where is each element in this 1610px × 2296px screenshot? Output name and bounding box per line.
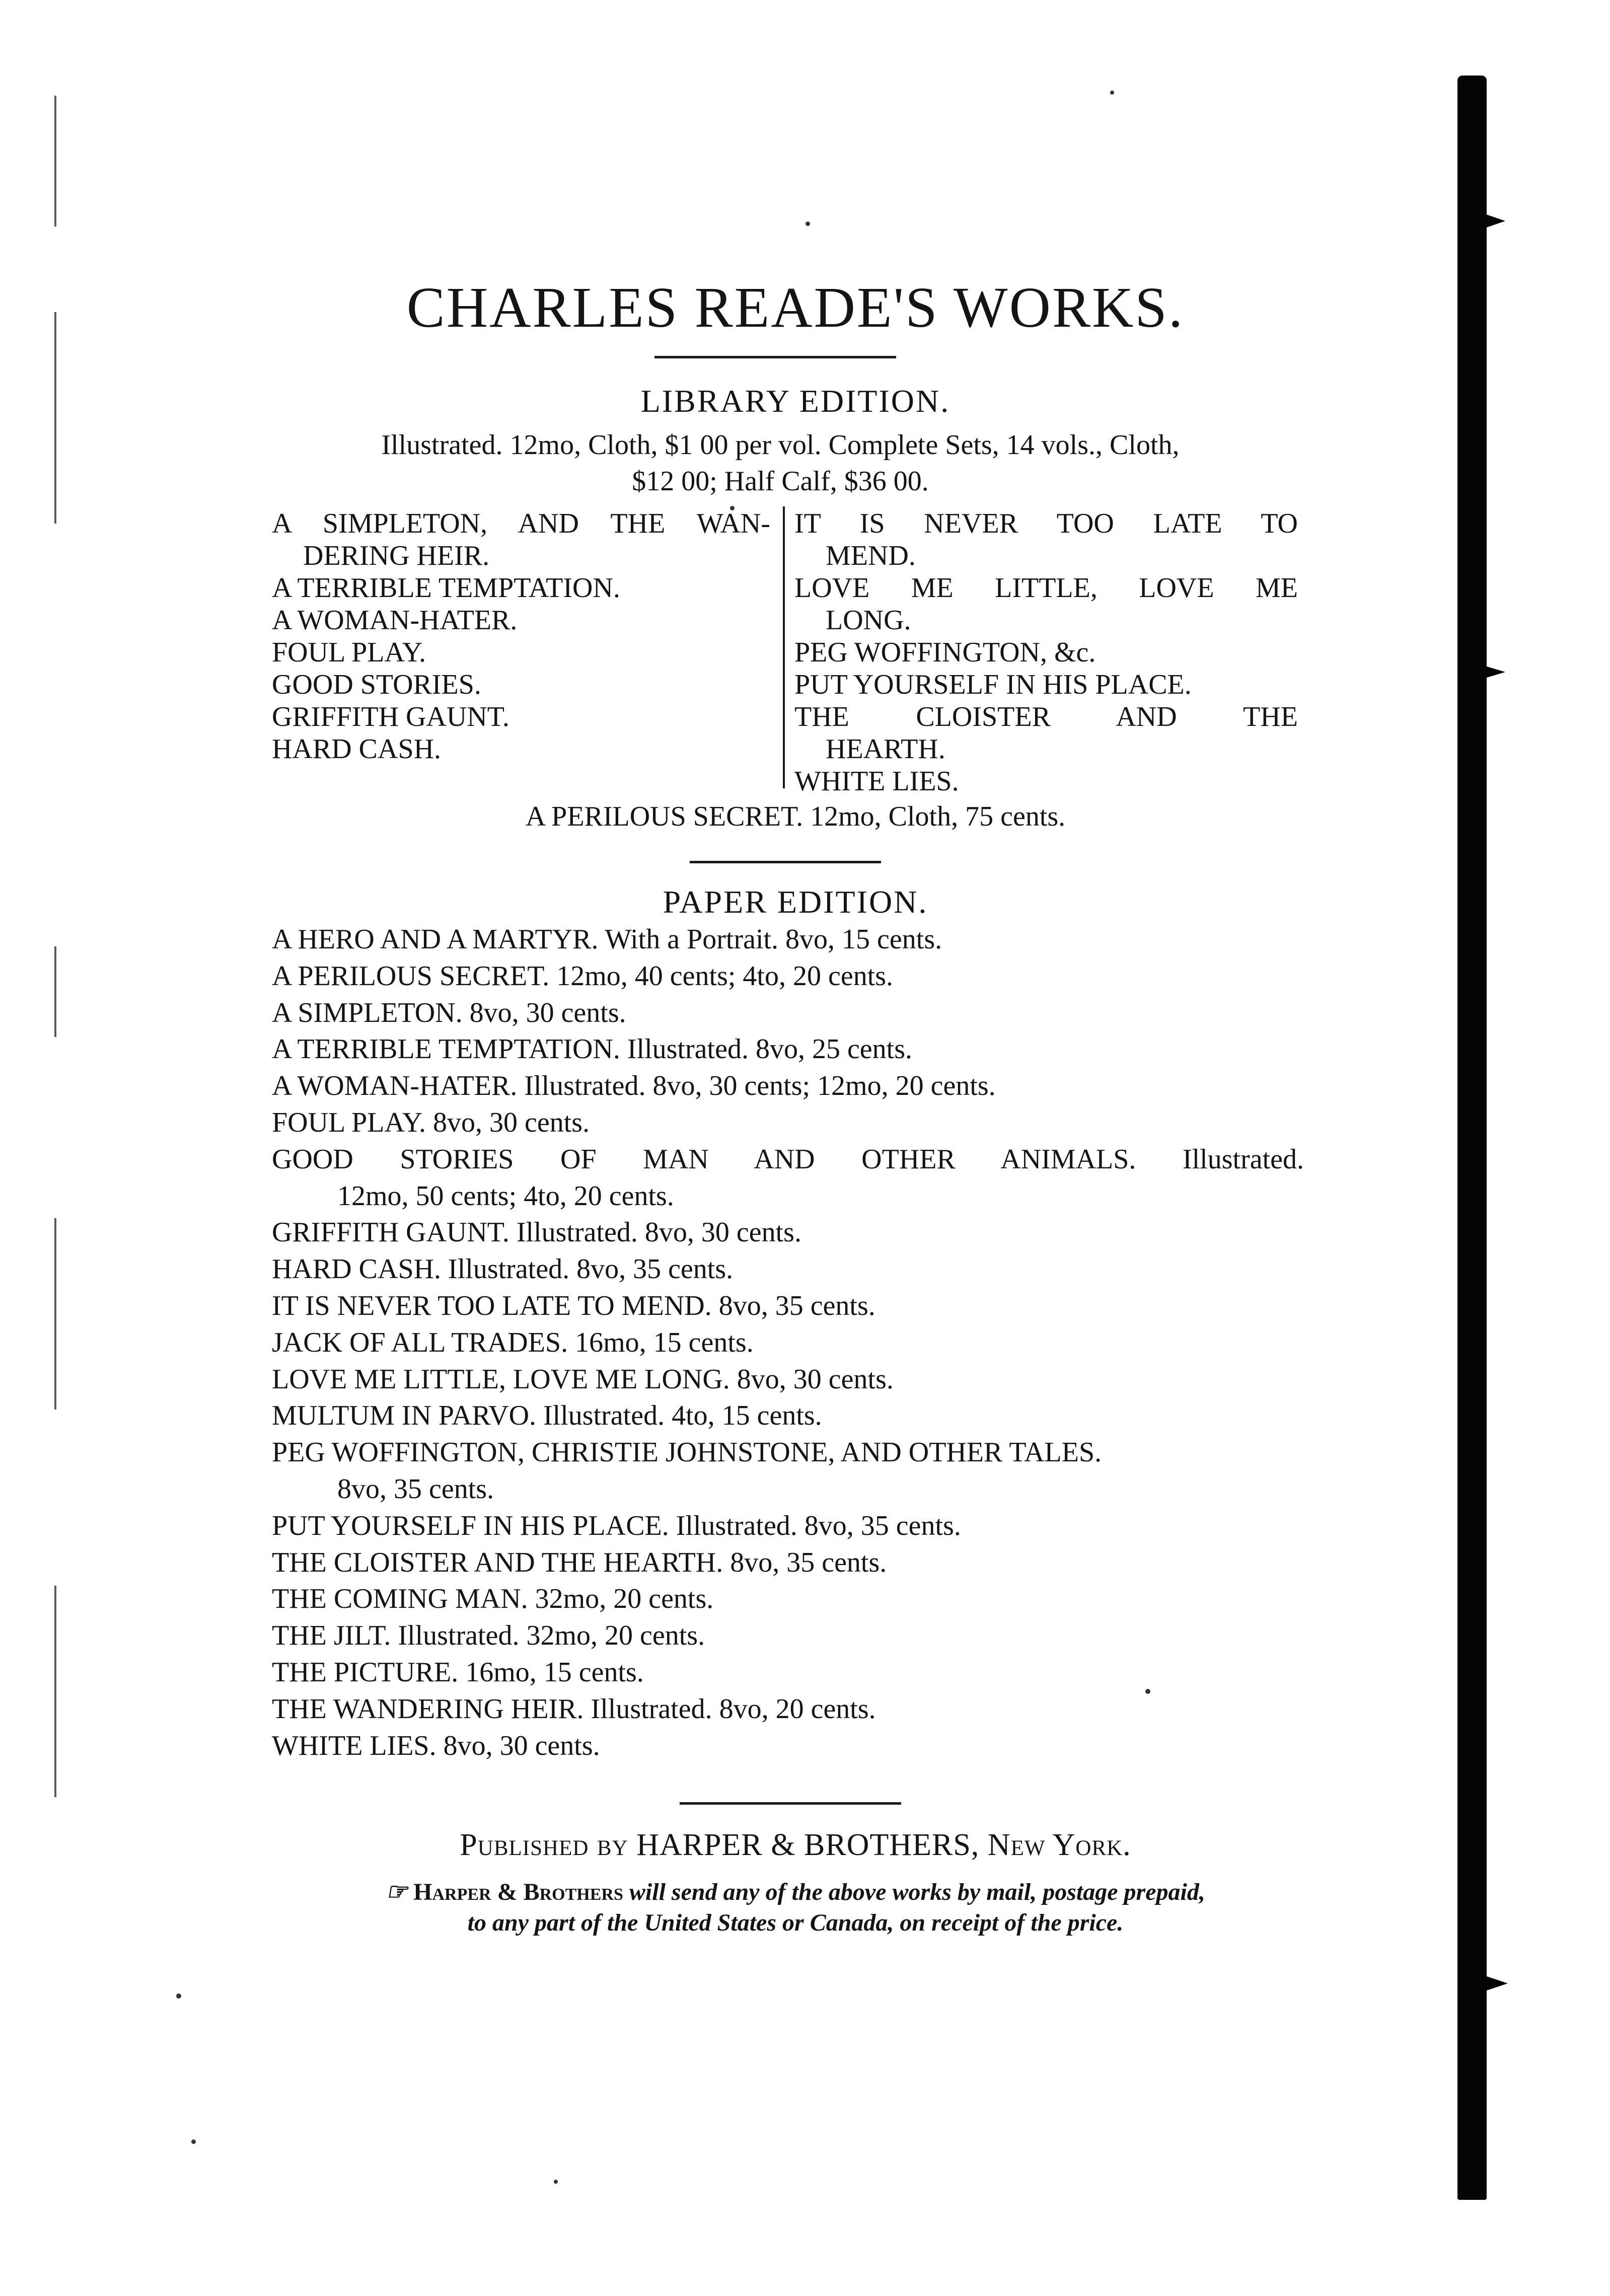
list-item: MEND. bbox=[826, 540, 916, 571]
scan-edge-mark bbox=[54, 1218, 56, 1410]
scan-edge-mark bbox=[54, 946, 56, 1037]
published-by-label: Published by bbox=[460, 1828, 628, 1862]
list-item: A WOMAN-HATER. bbox=[272, 605, 518, 636]
library-right-column bbox=[794, 507, 1298, 797]
scan-speck bbox=[806, 221, 810, 226]
note-firm-name: Harper & Brothers bbox=[413, 1879, 623, 1905]
binding-notch bbox=[1478, 1973, 1508, 1993]
library-edition-heading: LIBRARY EDITION. bbox=[640, 383, 950, 419]
list-item: 12mo, 50 cents; 4to, 20 cents. bbox=[337, 1180, 674, 1212]
scan-edge-mark bbox=[54, 1586, 56, 1797]
column-divider bbox=[783, 506, 785, 788]
list-item: PEG WOFFINGTON, &c. bbox=[794, 637, 1096, 668]
scan-edge-mark bbox=[54, 96, 56, 227]
list-item: A TERRIBLE TEMPTATION. bbox=[272, 572, 620, 604]
list-item: IT IS NEVER TOO LATE TO MEND. 8vo, 35 cents. bbox=[272, 1290, 875, 1321]
list-item: WHITE LIES. bbox=[794, 766, 959, 797]
library-perilous-secret: A PERILOUS SECRET. 12mo, Cloth, 75 cents. bbox=[525, 801, 1066, 832]
paper-edition-heading: PAPER EDITION. bbox=[663, 884, 928, 920]
publisher-name: HARPER & BROTHERS, bbox=[636, 1828, 980, 1862]
scan-speck bbox=[1110, 91, 1114, 95]
pointing-hand-icon: ☞ bbox=[386, 1879, 408, 1905]
page-title: CHARLES READE'S WORKS. bbox=[406, 275, 1185, 339]
list-item: PEG WOFFINGTON, CHRISTIE JOHNSTONE, AND OTHER TALES. bbox=[272, 1437, 1102, 1468]
list-item: LOVE ME LITTLE, LOVE ME bbox=[794, 572, 1298, 604]
list-item: JACK OF ALL TRADES. 16mo, 15 cents. bbox=[272, 1326, 754, 1358]
list-item: A PERILOUS SECRET. 12mo, 40 cents; 4to, 20 cents. bbox=[272, 960, 894, 992]
publisher-line bbox=[272, 1827, 1319, 1863]
library-left-column bbox=[272, 507, 770, 765]
list-item: THE JILT. Illustrated. 32mo, 20 cents. bbox=[272, 1620, 705, 1652]
list-item: DERING HEIR. bbox=[303, 540, 490, 571]
list-item: FOUL PLAY. 8vo, 30 cents. bbox=[272, 1106, 590, 1138]
mail-order-note-line-2: to any part of the United States or Canada, on receipt of the price. bbox=[467, 1909, 1124, 1936]
list-item: HARD CASH. Illustrated. 8vo, 35 cents. bbox=[272, 1253, 734, 1285]
list-item: PUT YOURSELF IN HIS PLACE. Illustrated. 8vo, 35 cents. bbox=[272, 1510, 961, 1541]
list-item: IT IS NEVER TOO LATE TO bbox=[794, 508, 1298, 539]
library-info-line-2: $12 00; Half Calf, $36 00. bbox=[632, 466, 929, 497]
scan-speck bbox=[176, 1993, 181, 1998]
list-item: HARD CASH. bbox=[272, 733, 442, 765]
list-item: GOOD STORIES OF MAN AND OTHER ANIMALS. Illustrated. bbox=[272, 1143, 1304, 1175]
list-item: GRIFFITH GAUNT. Illustrated. 8vo, 30 cents. bbox=[272, 1217, 801, 1248]
list-item: MULTUM IN PARVO. Illustrated. 4to, 15 cents. bbox=[272, 1400, 822, 1432]
list-item: LONG. bbox=[826, 605, 911, 636]
library-info-line-1: Illustrated. 12mo, Cloth, $1 00 per vol. Complete Sets, 14 vols., Cloth, bbox=[381, 429, 1180, 461]
list-item: THE COMING MAN. 32mo, 20 cents. bbox=[272, 1583, 714, 1615]
scan-speck bbox=[191, 2139, 196, 2144]
list-item: GRIFFITH GAUNT. bbox=[272, 701, 509, 732]
list-item: THE CLOISTER AND THE HEARTH. 8vo, 35 cents. bbox=[272, 1546, 887, 1578]
list-item: THE CLOISTER AND THE bbox=[794, 701, 1298, 732]
publisher-city: New York. bbox=[987, 1828, 1131, 1862]
paper-edition-list bbox=[272, 921, 1304, 1764]
scan-edge-mark bbox=[54, 312, 56, 524]
list-item: 8vo, 35 cents. bbox=[337, 1473, 494, 1505]
list-item: THE PICTURE. 16mo, 15 cents. bbox=[272, 1656, 644, 1688]
mail-order-note-line-1 bbox=[272, 1878, 1319, 1906]
page-binding-shadow bbox=[1457, 76, 1487, 2200]
list-item: A HERO AND A MARTYR. With a Portrait. 8vo, 15 cents. bbox=[272, 924, 942, 955]
list-item: GOOD STORIES. bbox=[272, 669, 481, 700]
scan-speck bbox=[554, 2180, 558, 2184]
list-item: HEARTH. bbox=[826, 733, 945, 765]
list-item: PUT YOURSELF IN HIS PLACE. bbox=[794, 669, 1192, 700]
title-rule bbox=[654, 356, 896, 358]
list-item: A WOMAN-HATER. Illustrated. 8vo, 30 cents; 12mo, 20 cents. bbox=[272, 1070, 996, 1102]
binding-notch bbox=[1480, 664, 1505, 680]
list-item: A SIMPLETON. 8vo, 30 cents. bbox=[272, 997, 626, 1028]
binding-notch bbox=[1478, 211, 1505, 231]
section-rule bbox=[690, 861, 881, 863]
note-text: will send any of the above works by mail, postage prepaid, bbox=[629, 1879, 1205, 1905]
list-item: WHITE LIES. 8vo, 30 cents. bbox=[272, 1730, 600, 1761]
list-item: THE WANDERING HEIR. Illustrated. 8vo, 20 cents. bbox=[272, 1693, 876, 1725]
list-item: FOUL PLAY. bbox=[272, 637, 426, 668]
list-item: A SIMPLETON, AND THE WAN- bbox=[272, 508, 770, 539]
list-item: A TERRIBLE TEMPTATION. Illustrated. 8vo, 25 cents. bbox=[272, 1033, 913, 1065]
list-item: LOVE ME LITTLE, LOVE ME LONG. 8vo, 30 cents. bbox=[272, 1363, 894, 1395]
footer-rule bbox=[680, 1802, 901, 1805]
